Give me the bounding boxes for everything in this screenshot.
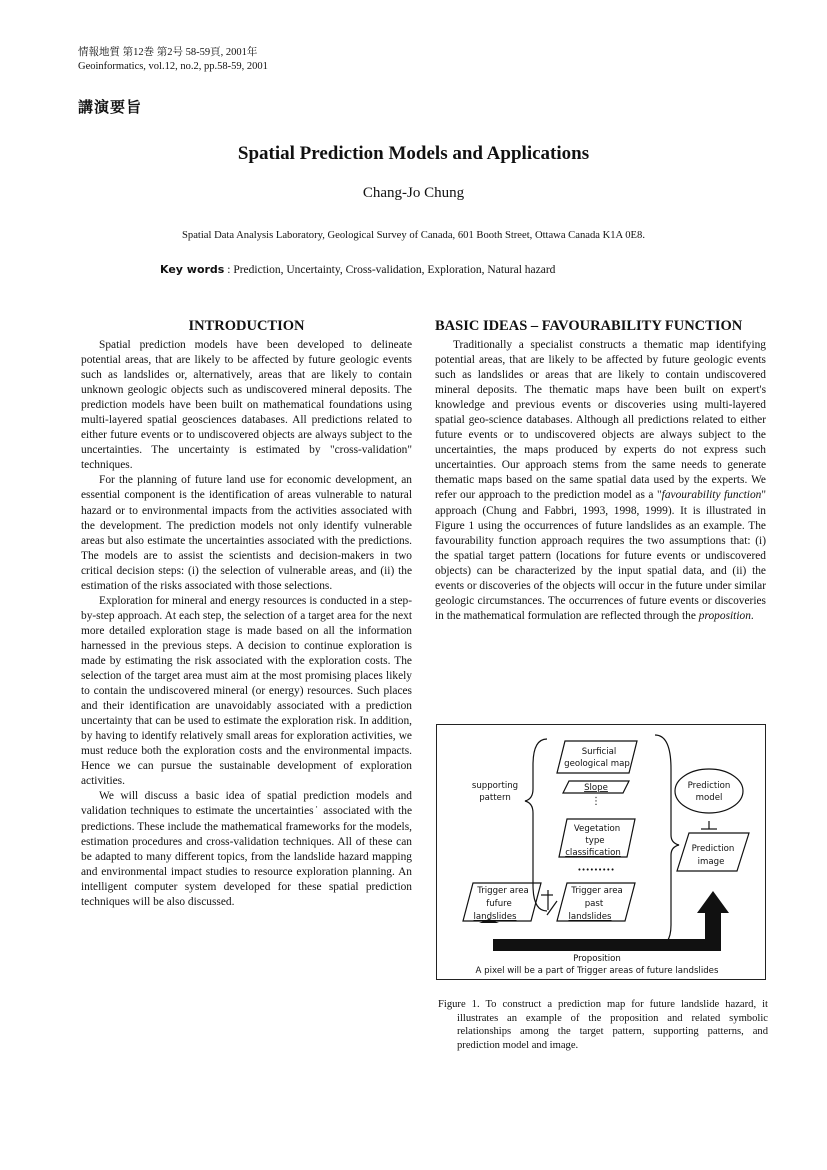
- fig-dots-vertical: ⋮: [591, 796, 601, 807]
- term-favourability-function: favourability function: [661, 489, 762, 502]
- fig-label-supporting-2: pattern: [479, 793, 511, 803]
- fig-label-surficial-1: Surficial: [581, 747, 617, 757]
- fig-label-trig-future-3: landslides: [473, 912, 517, 922]
- journal-header: [78, 46, 268, 74]
- section-tag: 講演要旨: [78, 98, 143, 116]
- fig-label-trig-past-3: landslides: [568, 912, 612, 922]
- intro-paragraph: Spatial prediction models have been developed to delineate potential areas, that are likely to be affected by future geologic events such as landslides or, alternatively, areas that are likely to contain unknown geologic objects such as undiscovered mineral deposits. The prediction models have been built on mathematical foundations using multi-layered spatial geosciences databases. All predictions related to either future events or to undiscovered objects are always subject to the uncertainties. The uncertainty is estimated by "cross-validation" techniques.: [81, 339, 412, 472]
- fig-label-pred-model-2: model: [695, 793, 723, 803]
- fig-label-trig-past-1: Trigger area: [571, 886, 623, 896]
- fig-label-proposition-text: A pixel will be a part of Trigger areas of future landslides: [475, 966, 719, 976]
- intro-paragraph: We will discuss a basic idea of spatial prediction models and validation techniques to estimate the uncertainties˙ associated with the predictions. These include the mathematical frameworks for the models, estimation procedures and cross-validation techniques. All of these can be adapted to many different topics, from the landslide hazard mapping and environmental impact studies to resource exploration planning. An intelligent computer system developed for these spatial prediction techniques will be also discussed.: [81, 790, 412, 908]
- figure-caption: [438, 998, 768, 1052]
- keywords-label: Key words: [160, 263, 225, 276]
- fig-label-veg-2: type: [585, 836, 605, 846]
- figure-diagram: [437, 725, 765, 979]
- fig-label-pred-model-1: Prediction: [687, 781, 731, 791]
- figure-1: [436, 724, 766, 980]
- introduction-heading: INTRODUCTION: [188, 318, 305, 334]
- journal-citation-jp: 情報地質 第12巻 第2号 58-59頁, 2001年: [78, 47, 258, 58]
- fig-label-pred-image-1: Prediction: [691, 844, 735, 854]
- affiliation: Spatial Data Analysis Laboratory, Geological Survey of Canada, 601 Booth Street, Ottawa Canada K1A 0E8.: [182, 230, 645, 241]
- prediction-model-ellipse: [675, 769, 743, 813]
- left-column: [81, 318, 412, 910]
- basic-ideas-heading: BASIC IDEAS – FAVOURABILITY FUNCTION: [435, 318, 743, 334]
- fig-label-pred-image-2: image: [697, 857, 725, 867]
- fig-label-veg-3: classification: [565, 848, 621, 858]
- fig-label-slope: Slope: [584, 783, 608, 793]
- author: Chang-Jo Chung: [362, 185, 465, 201]
- basic-ideas-paragraph: Traditionally a specialist constructs a thematic map identifying potential areas, that are likely to be affected by future geologic events such as landslides or areas that are likely to contain undiscovered mineral deposits. The thematic maps have been built on expert's knowledge and previous events or discoveries using multi-layered spatial geo-science databases. Although all predictions related to either future events or to undiscovered objects are always subject to the uncertainties, the maps produced by experts do not express such uncertainties. Our approach stems from the same needs to generate thematic maps based on the same spatial data used by the experts. We refer our approach to the prediction model as a "favourability function" approach (Chung and Fabbri, 1993, 1998, 1999). It is illustrated in Figure 1 using the occurrences of future landslides as an example. The favourability function approach requires the two assumptions that: (i) the spatial target pattern (locations for future events or undiscovered objects) can be characterized by the input spatial data, and (ii) the events or discoveries of the objects will occur in the future under similar geologic circumstances. The occurrences of future events or discoveries in the mathematical formulation are reflected through the proposition.: [435, 339, 766, 622]
- fig-dots: •••••••••: [577, 866, 615, 874]
- fig-label-veg-1: Vegetation: [573, 824, 621, 834]
- keywords-list: Prediction, Uncertainty, Cross-validation, Exploration, Natural hazard: [233, 264, 556, 276]
- fig-label-supporting-1: supporting: [471, 781, 519, 791]
- fig-label-surficial-2: geological map: [564, 759, 630, 769]
- keywords-line: [160, 263, 555, 276]
- fig-label-proposition: Proposition: [573, 954, 621, 964]
- intro-paragraph: For the planning of future land use for economic development, an essential component is the identification of areas vulnerable to natural hazard or to environmental impacts from the activities associated with the development. The prediction models not only identify vulnerable areas but also estimate the uncertainties associated with the predictions. The models are to assist the scientists and decision-makers in two critical decision steps: (i) the selection of vulnerable areas, and (ii) the estimation of the risks associated with those selections.: [81, 474, 412, 592]
- term-proposition: proposition: [698, 609, 751, 622]
- paper-title: Spatial Prediction Models and Applications: [237, 143, 590, 164]
- intro-paragraph: Exploration for mineral and energy resources is conducted in a step-by-step approach. At each step, the selection of a target area for the next more detailed exploration stage is made based on all the information harnessed in the previous steps. A decision to continue exploration is made by estimating the risk associated with the exploration costs. The selection of the target area must aim at the most promising places likely to contain the undiscovered mineral (or energy) resources. Such places and their identification are unavoidably associated with a prediction uncertainty that can be used to estimate the exploration risk. In addition, by having to identify relatively small areas for exploration activities, we must reduce both the exploration costs and the environmental impacts. Hence we can pursue the sustainable development of exploration activities.: [81, 594, 412, 788]
- keywords-separator: :: [224, 264, 234, 276]
- caption-text: To construct a prediction map for future landslide hazard, it illustrates an example of the proposition and related symbolic relationships among the target pattern, supporting patterns, and prediction model and image.: [457, 999, 768, 1051]
- fig-label-trig-future-1: Trigger area: [477, 886, 529, 896]
- fig-label-trig-past-2: past: [584, 899, 604, 909]
- right-brace: [655, 735, 679, 947]
- fig-label-trig-future-2: fufure: [486, 899, 512, 909]
- journal-citation-en: Geoinformatics, vol.12, no.2, pp.58-59, 2001: [78, 61, 268, 72]
- caption-label: Figure 1.: [438, 999, 480, 1010]
- right-column: [435, 318, 766, 624]
